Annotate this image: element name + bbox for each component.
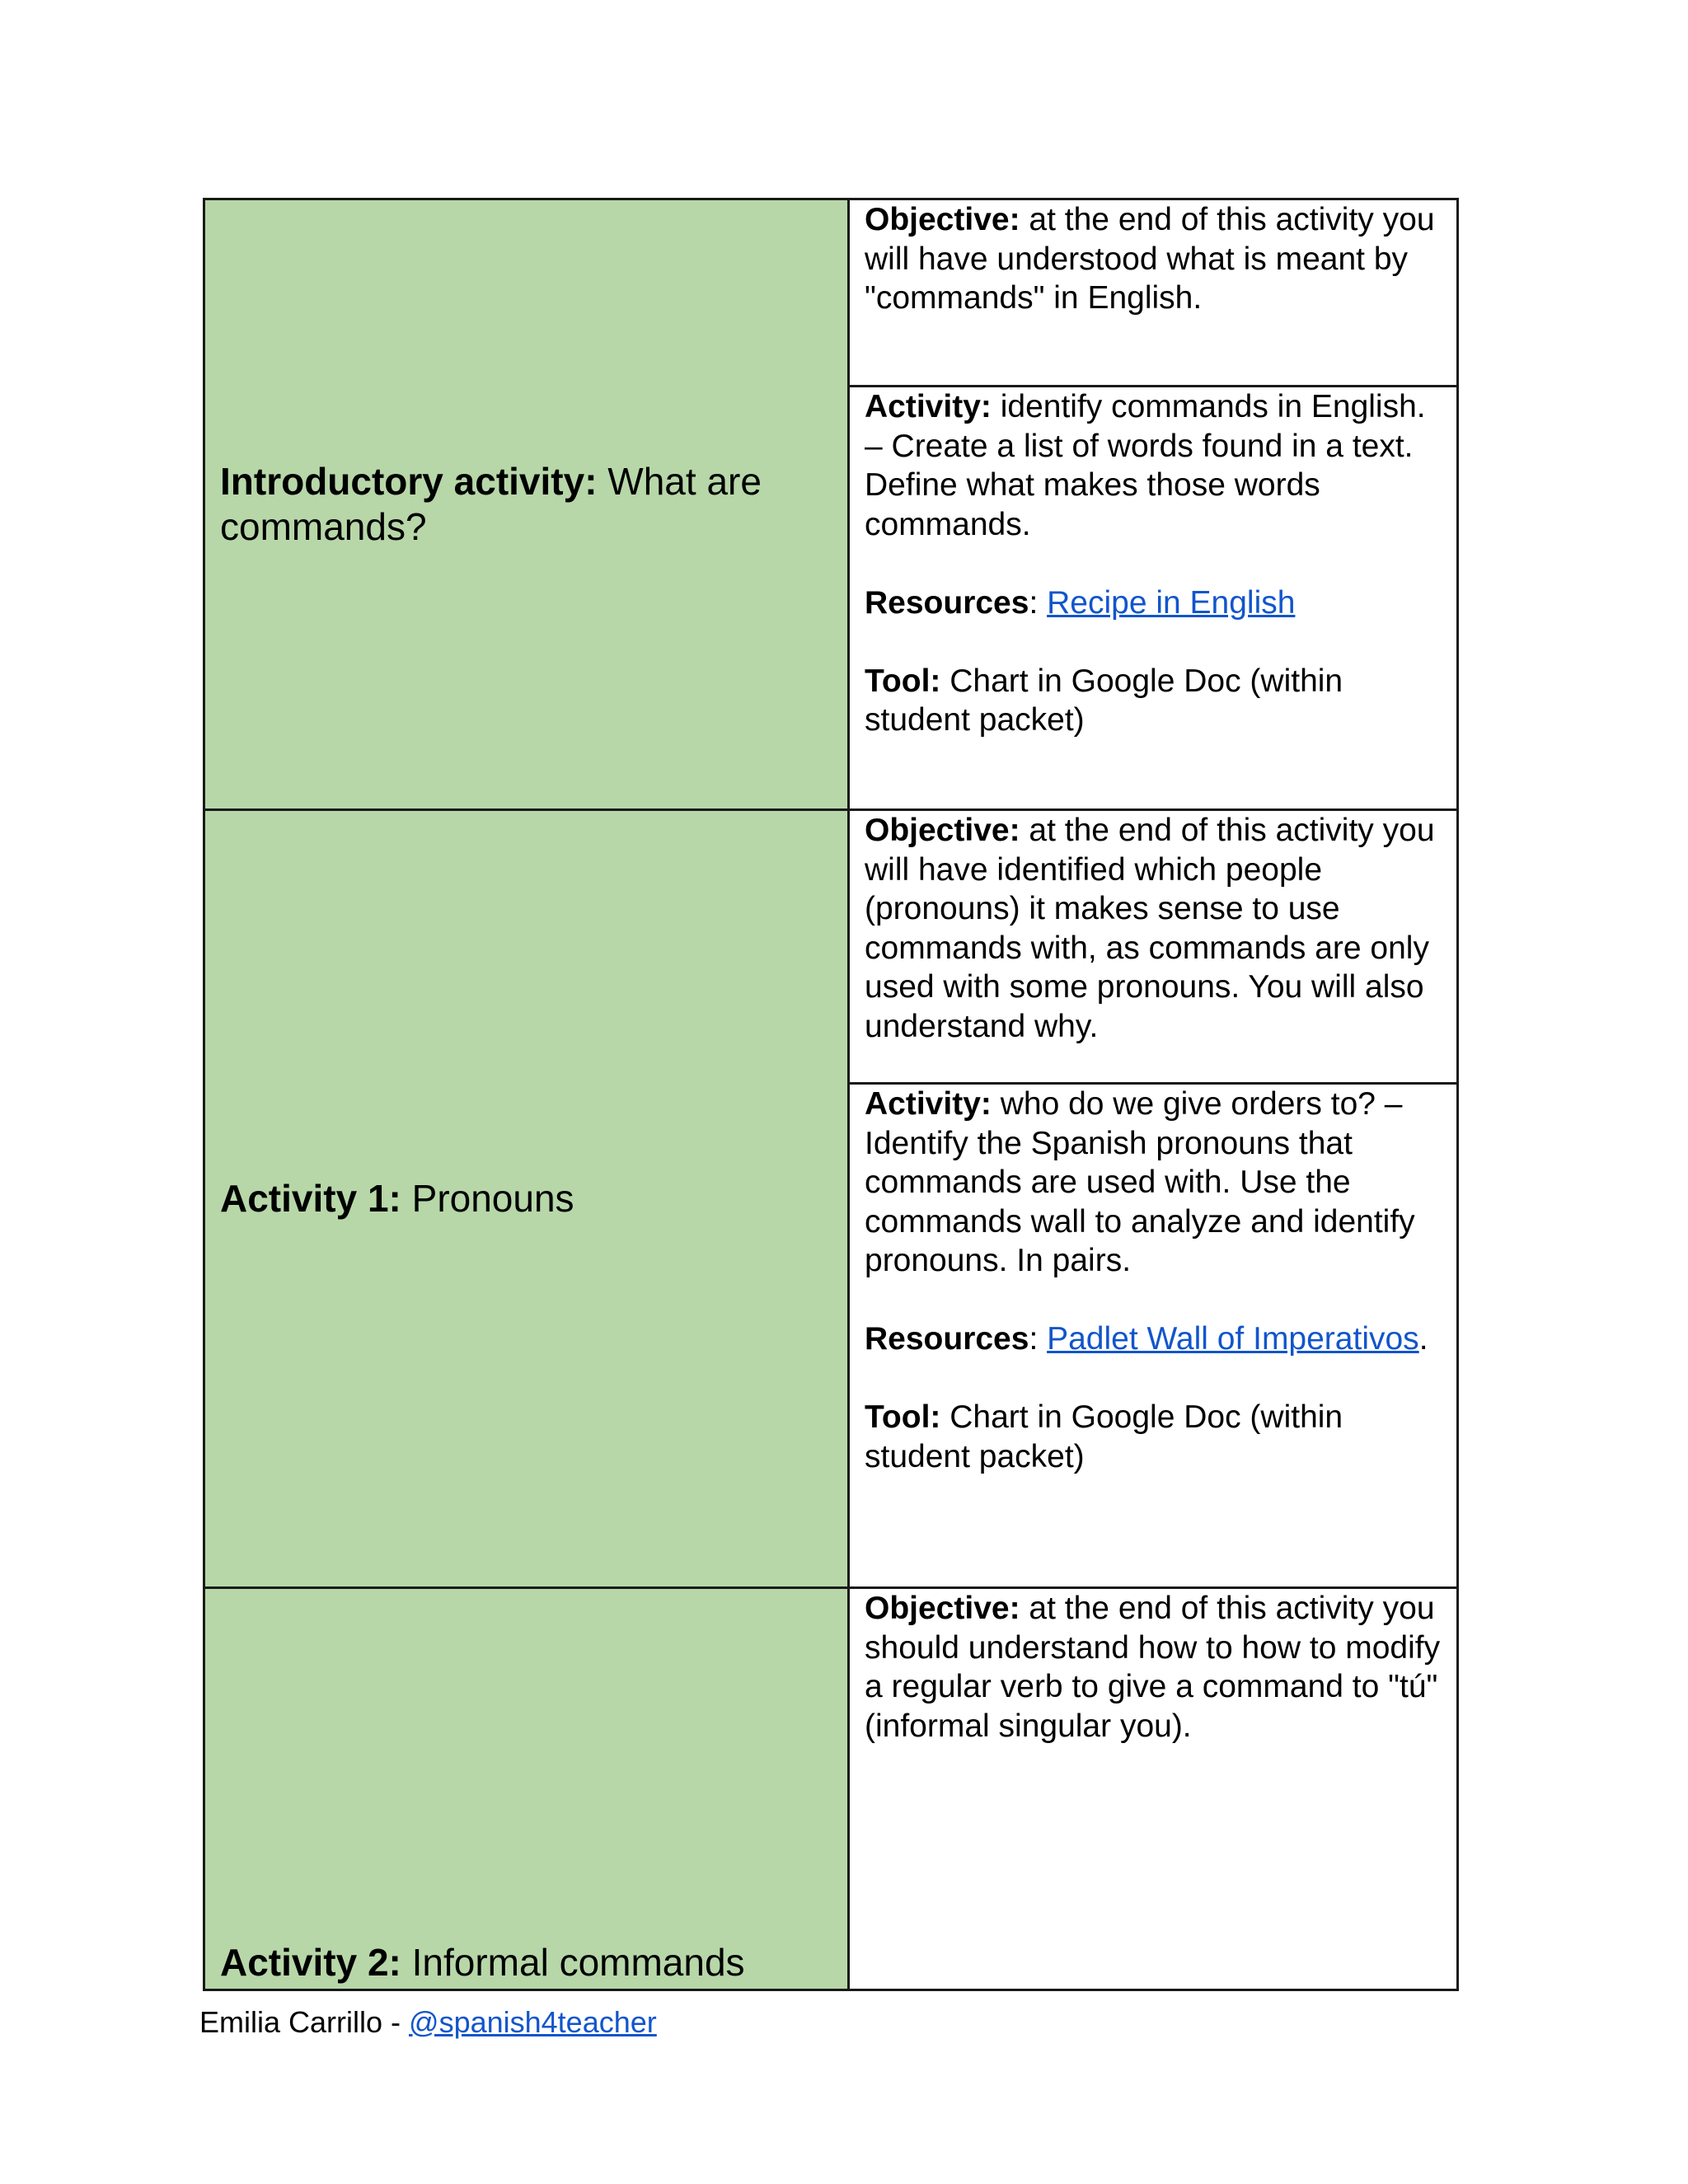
activity2-title-bold: Activity 2:	[220, 1941, 401, 1984]
resources-label: Resources	[865, 1321, 1029, 1357]
activity-paragraph	[865, 387, 1442, 544]
objective-label: Objective:	[865, 1591, 1020, 1626]
tool-paragraph	[865, 662, 1442, 740]
table-row	[204, 1588, 1458, 1990]
activity2-title-cell	[204, 1588, 849, 1990]
lesson-plan-table	[203, 198, 1459, 1991]
objective-text: at the end of this activity you will have understood what is meant by "commands" in English.	[865, 202, 1435, 316]
resources-after: .	[1418, 1321, 1428, 1357]
resources-separator: :	[1029, 1321, 1048, 1357]
intro-activity-details-cell	[849, 387, 1458, 810]
activity1-title-text: Pronouns	[401, 1177, 574, 1220]
activity1-details-cell	[849, 1084, 1458, 1588]
tool-label: Tool:	[865, 663, 941, 699]
objective-text: at the end of this activity you should understand how to how to modify a regular verb to give a command to "tú" (informal singular you).	[865, 1591, 1441, 1744]
resources-separator: :	[1029, 584, 1048, 621]
tool-text: Chart in Google Doc (within student packet)	[865, 663, 1343, 738]
intro-objective-cell	[849, 199, 1458, 387]
objective-label: Objective:	[865, 813, 1020, 848]
activity-text: identify commands in English. – Create a list of words found in a text. Define what makes those words commands.	[865, 389, 1426, 542]
activity1-title-cell	[204, 810, 849, 1588]
objective-text: at the end of this activity you will have identified which people (pronouns) it makes sense to use commands with, as commands are only used with some pronouns. You will also understand why.	[865, 813, 1435, 1044]
tool-paragraph	[865, 1398, 1442, 1476]
tool-label: Tool:	[865, 1399, 941, 1435]
activity-label: Activity:	[865, 389, 992, 424]
activity1-title-bold: Activity 1:	[220, 1177, 401, 1220]
intro-activity-title-bold: Introductory activity:	[220, 460, 598, 503]
footer-author: Emilia Carrillo -	[199, 2005, 410, 2039]
tool-text: Chart in Google Doc (within student packet)	[865, 1399, 1343, 1474]
activity2-title-text: Informal commands	[401, 1941, 745, 1984]
table-row	[204, 810, 1458, 1084]
table-row	[204, 199, 1458, 387]
activity2-objective-cell	[849, 1588, 1458, 1990]
twitter-handle-link[interactable]: @spanish4teacher	[409, 2005, 657, 2039]
objective-label: Objective:	[865, 202, 1020, 237]
intro-activity-title-cell	[204, 199, 849, 810]
resources-label: Resources	[865, 584, 1029, 621]
resources-paragraph	[865, 1319, 1442, 1359]
padlet-wall-link[interactable]: Padlet Wall of Imperativos	[1047, 1321, 1419, 1357]
activity1-objective-cell	[849, 810, 1458, 1084]
activity-text: who do we give orders to? – Identify the Spanish pronouns that commands are used with. Use the commands wall to analyze and identify pronouns. In pairs.	[865, 1086, 1415, 1278]
recipe-in-english-link[interactable]: Recipe in English	[1047, 584, 1296, 621]
footer-credit	[199, 2004, 657, 2041]
activity-paragraph	[865, 1085, 1442, 1281]
resources-paragraph	[865, 583, 1442, 623]
activity-label: Activity:	[865, 1086, 992, 1122]
intro-activity-title-text: What are commands?	[220, 460, 762, 548]
